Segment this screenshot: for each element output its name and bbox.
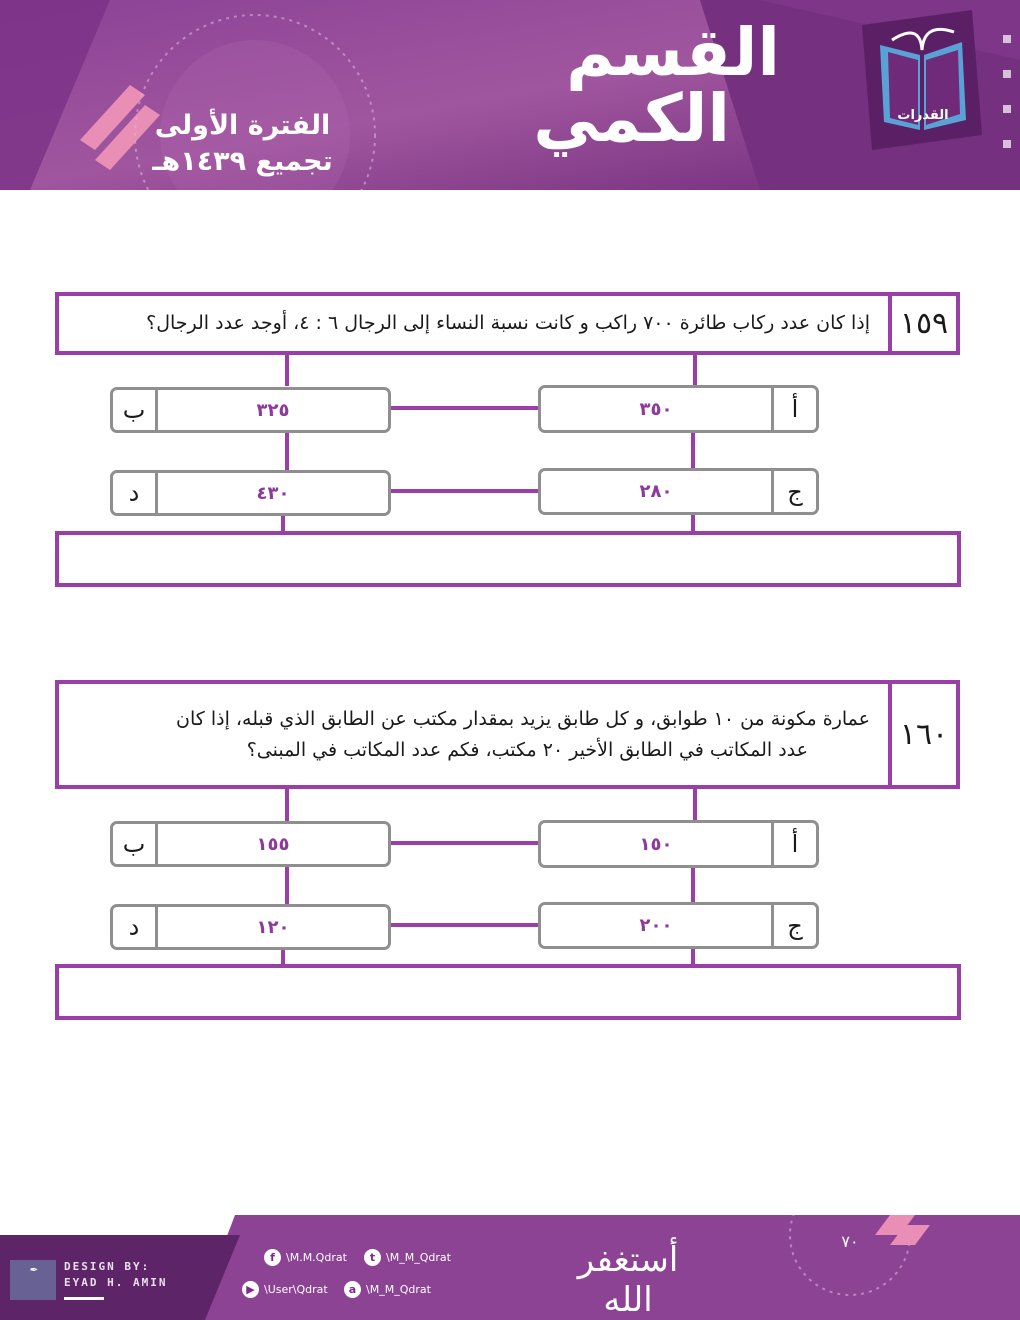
youtube-icon: ▶: [242, 1281, 259, 1298]
twitter-icon: t: [364, 1249, 381, 1266]
option-letter: أ: [771, 388, 816, 430]
design-by-label: DESIGN BY:: [64, 1260, 151, 1273]
connector-line: [281, 513, 285, 533]
connector-line: [390, 923, 540, 927]
option-c[interactable]: [538, 468, 819, 515]
social-twitter[interactable]: [364, 1249, 451, 1266]
question-text-line: عدد المكاتب في الطابق الأخير ٢٠ مكتب، فكم عدد المكاتب في المبنى؟: [246, 739, 808, 761]
connector-line: [691, 430, 695, 470]
social-handle: \M.M.Qdrat: [286, 1251, 347, 1264]
option-letter: ج: [771, 471, 816, 512]
option-value: ١٥٥: [256, 833, 290, 855]
option-a[interactable]: [538, 385, 819, 433]
question-box: [55, 292, 960, 355]
section-title-line1: القسم: [566, 14, 780, 91]
option-letter: أ: [771, 823, 816, 865]
connector-line: [285, 786, 289, 822]
question-box: [55, 680, 960, 789]
social-youtube[interactable]: [242, 1281, 328, 1298]
designer-logo-icon: ✒: [29, 1265, 39, 1276]
connector-line: [390, 841, 540, 845]
question-number: ١٦٠: [888, 684, 956, 785]
option-letter: ب: [113, 390, 158, 430]
option-value: ٣٥٠: [639, 398, 673, 420]
option-d[interactable]: [110, 470, 391, 516]
logo: [862, 10, 982, 150]
question-text-line: عمارة مكونة من ١٠ طوابق، و كل طابق يزيد بمقدار مكتب عن الطابق الذي قبله، إذا كان: [176, 708, 870, 730]
option-value: ٢٠٠: [639, 915, 673, 936]
option-value: ٣٢٥: [256, 399, 290, 421]
page-footer: [0, 1215, 1020, 1320]
connector-line: [285, 430, 289, 470]
option-b[interactable]: [110, 821, 391, 867]
connector-line: [691, 946, 695, 966]
option-value: ١٥٠: [639, 833, 673, 855]
option-d[interactable]: [110, 904, 391, 950]
connector-line: [390, 406, 540, 410]
page-header: [0, 0, 1020, 190]
compilation-label: تجميع ١٤٣٩هـ: [152, 146, 333, 177]
question-text: [59, 684, 888, 785]
answer-box[interactable]: [55, 531, 961, 587]
footer-background: [0, 1215, 1020, 1320]
designer-name: EYAD H. AMIN: [64, 1276, 168, 1289]
social-handle: \M_M_Qdrat: [366, 1283, 431, 1296]
question-text-line: إذا كان عدد ركاب طائرة ٧٠٠ راكب و كانت نسبة النساء إلى الرجال ٦ : ٤، أوجد عدد الرجال؟: [146, 312, 870, 334]
option-value: ٢٨٠: [639, 481, 673, 502]
connector-line: [693, 352, 697, 386]
page-number: ٧٠: [841, 1232, 859, 1251]
social-facebook[interactable]: [264, 1249, 347, 1266]
facebook-icon: f: [264, 1249, 281, 1266]
option-c[interactable]: [538, 902, 819, 949]
section-title-line2: الكمي: [533, 80, 730, 157]
answer-box[interactable]: [55, 964, 961, 1020]
logo-text: القدرات: [897, 108, 949, 123]
social-handle: \M_M_Qdrat: [386, 1251, 451, 1264]
option-a[interactable]: [538, 820, 819, 868]
connector-line: [691, 513, 695, 533]
option-b[interactable]: [110, 387, 391, 433]
option-letter: د: [113, 473, 158, 513]
connector-line: [285, 864, 289, 904]
calligraphy-phrase: أستغفر الله: [577, 1240, 679, 1320]
option-letter: ج: [771, 905, 816, 946]
connector-line: [285, 352, 289, 386]
option-value: ١٢٠: [256, 916, 290, 938]
question-text: [59, 296, 888, 351]
connector-line: [390, 489, 540, 493]
option-value: ٤٣٠: [256, 482, 290, 504]
ask-icon: a: [344, 1281, 361, 1298]
option-letter: د: [113, 907, 158, 947]
divider: [64, 1297, 104, 1300]
social-ask[interactable]: [344, 1281, 431, 1298]
question-number: ١٥٩: [888, 296, 956, 351]
connector-line: [691, 864, 695, 904]
period-label: الفترة الأولى: [154, 110, 331, 141]
connector-line: [693, 786, 697, 822]
option-letter: ب: [113, 824, 158, 864]
social-handle: \User\Qdrat: [264, 1283, 328, 1296]
